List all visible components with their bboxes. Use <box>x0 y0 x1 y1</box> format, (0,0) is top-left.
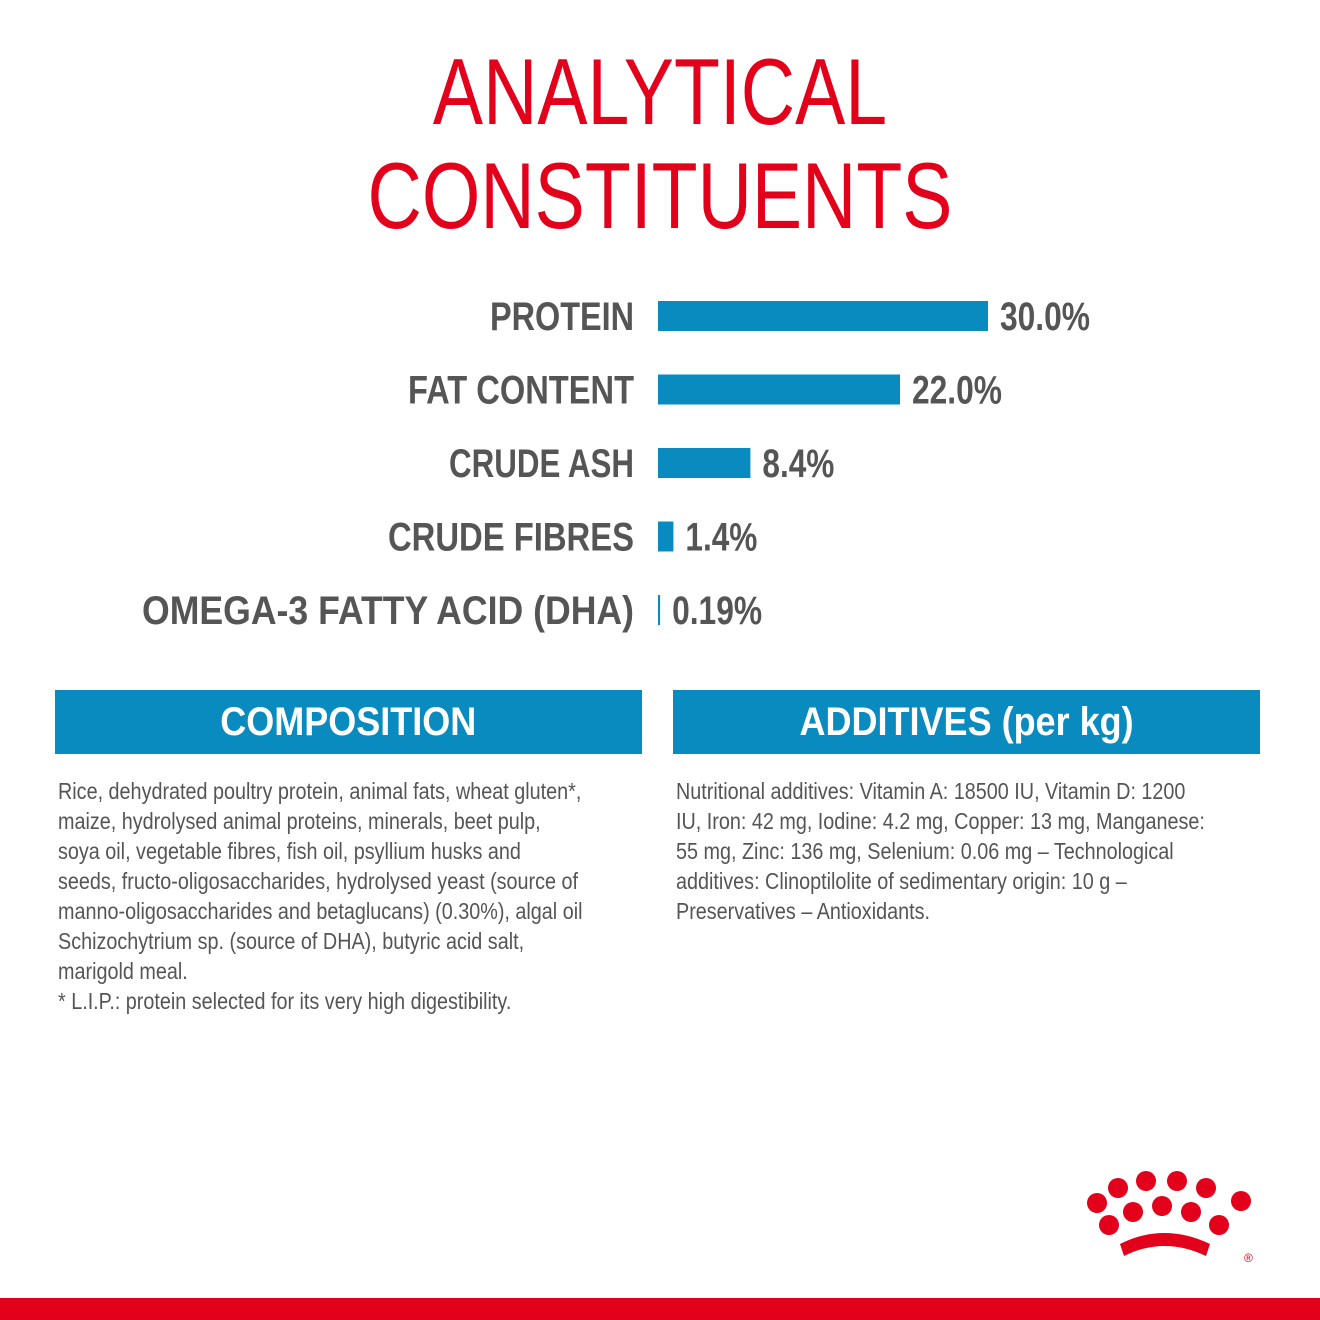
composition-heading <box>55 690 642 754</box>
composition-line: soya oil, vegetable fibres, fish oil, psyllium husks and <box>58 838 521 864</box>
additives-line: IU, Iron: 42 mg, Iodine: 4.2 mg, Copper: 13 mg, Manganese: <box>676 808 1205 834</box>
bottom-red-strip <box>0 1298 1320 1320</box>
bar <box>658 522 673 552</box>
registered-mark: ® <box>1244 1251 1253 1265</box>
additives-heading-label: ADDITIVES (per kg) <box>799 700 1134 744</box>
composition-line: maize, hydrolysed animal proteins, minerals, beet pulp, <box>58 808 541 834</box>
bar <box>658 301 988 331</box>
royal-canin-crown-logo-icon <box>1082 1168 1258 1268</box>
additives-text <box>676 776 1291 926</box>
composition-heading-label: COMPOSITION <box>220 700 477 744</box>
bar-category-label: CRUDE ASH <box>449 442 634 486</box>
composition-line: seeds, fructo-oligosaccharides, hydrolysed yeast (source of <box>58 868 579 894</box>
composition-line: Schizochytrium sp. (source of DHA), butyric acid salt, <box>58 928 525 954</box>
composition-line: marigold meal. <box>58 958 188 984</box>
additives-heading <box>673 690 1260 754</box>
bar-value-label: 8.4% <box>762 442 835 486</box>
bar-category-label: CRUDE FIBRES <box>388 515 634 560</box>
bar-value-label: 0.19% <box>672 589 763 633</box>
bar-category-label: PROTEIN <box>490 295 634 339</box>
analytical-constituents-chart <box>0 280 1320 660</box>
bar-value-label: 30.0% <box>1000 295 1090 339</box>
title-line-1: ANALYTICAL <box>432 39 888 144</box>
page-title <box>132 40 1188 248</box>
bar <box>658 595 660 625</box>
title-line-2: CONSTITUENTS <box>367 143 953 248</box>
composition-line: manno-oligosaccharides and betaglucans) (0.30%), algal oil <box>58 898 583 924</box>
bar-value-label: 1.4% <box>685 515 758 560</box>
bar <box>658 448 750 478</box>
additives-line: additives: Clinoptilolite of sedimentary origin: 10 g – <box>676 868 1127 894</box>
bar-category-label: OMEGA-3 FATTY ACID (DHA) <box>142 589 634 633</box>
bar <box>658 375 900 405</box>
bar-category-label: FAT CONTENT <box>408 368 634 413</box>
composition-line: Rice, dehydrated poultry protein, animal fats, wheat gluten*, <box>58 778 582 804</box>
composition-text <box>58 776 668 1016</box>
additives-line: Preservatives – Antioxidants. <box>676 898 930 924</box>
composition-footnote: * L.I.P.: protein selected for its very high digestibility. <box>58 988 512 1014</box>
additives-line: 55 mg, Zinc: 136 mg, Selenium: 0.06 mg – Technological <box>676 838 1174 864</box>
bar-value-label: 22.0% <box>912 368 1002 413</box>
additives-line: Nutritional additives: Vitamin A: 18500 IU, Vitamin D: 1200 <box>676 778 1186 804</box>
